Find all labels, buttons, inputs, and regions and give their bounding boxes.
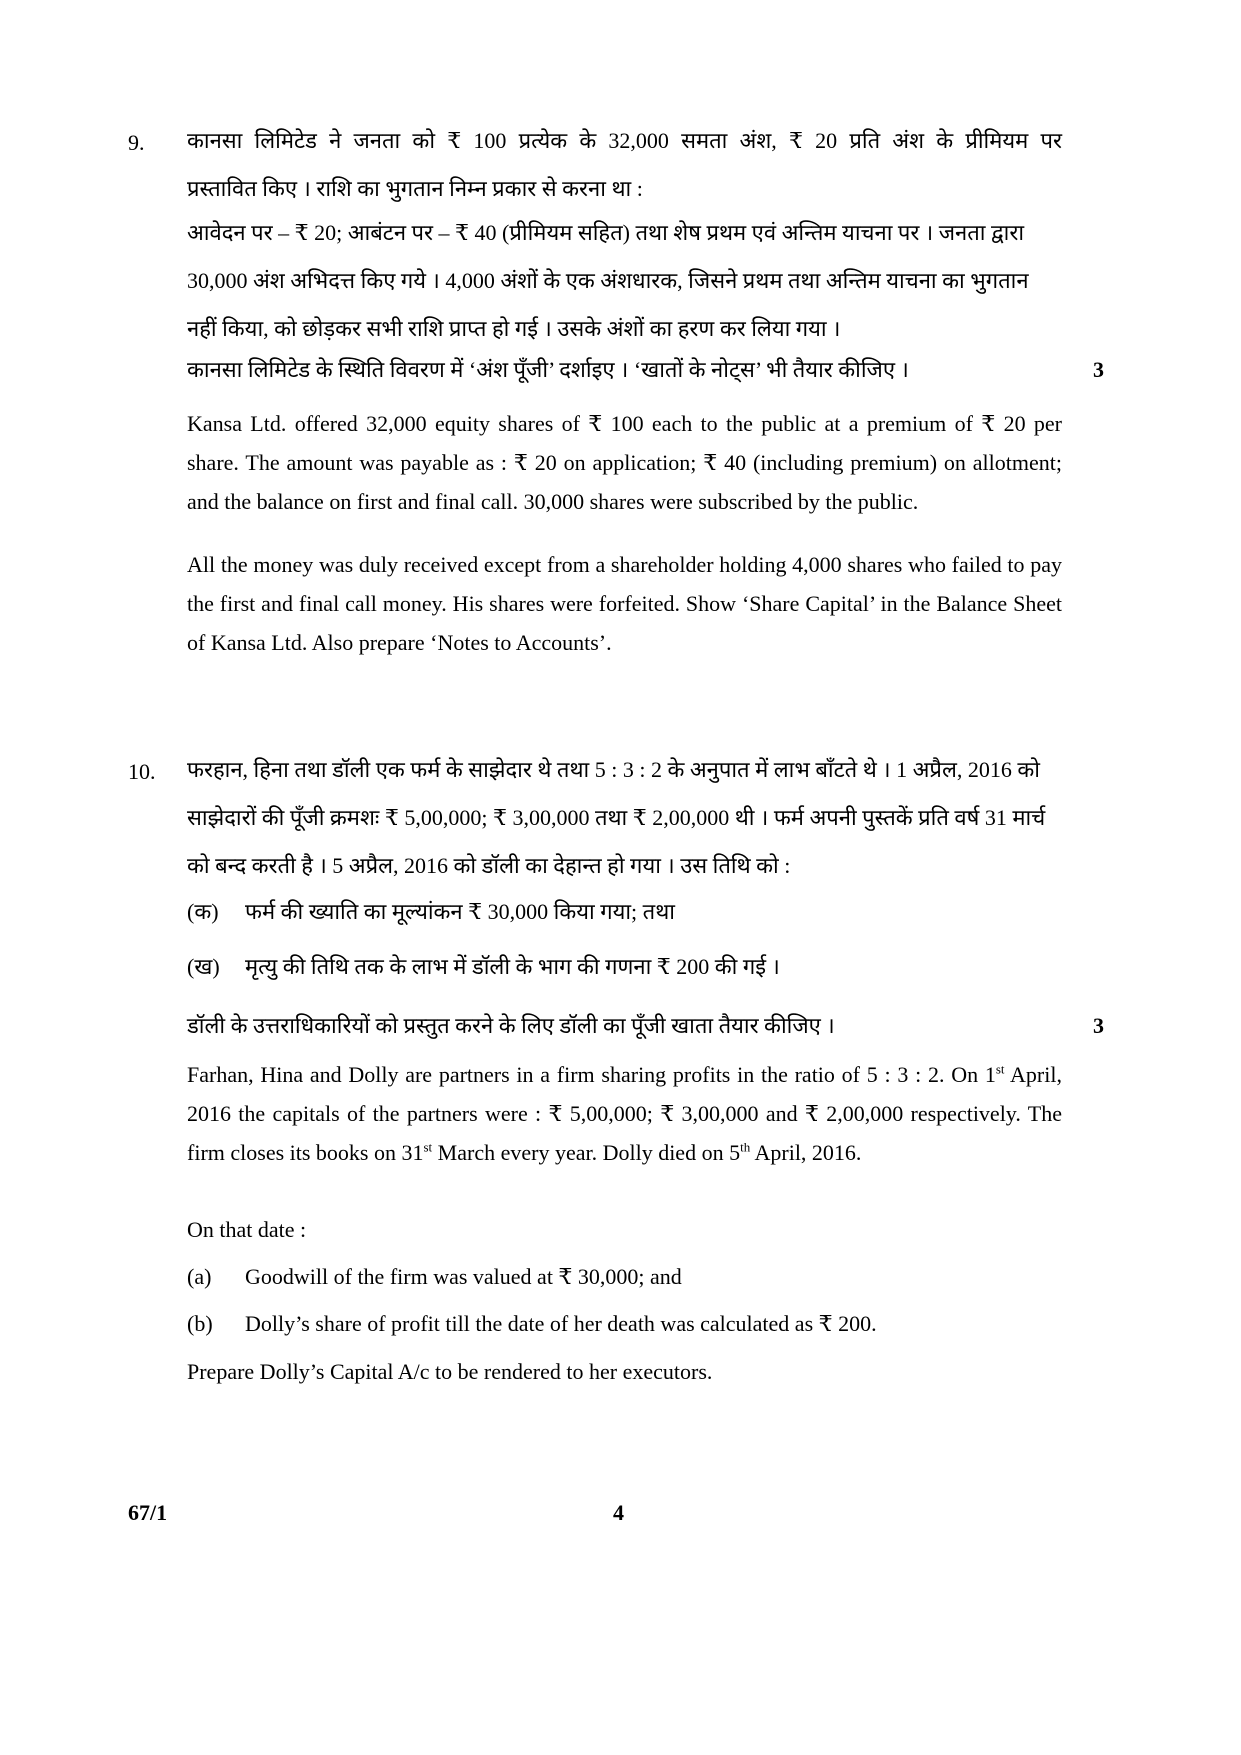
q9-hindi-line-1: कानसा लिमिटेड ने जनता को ₹ 100 प्रत्येक के 32,000 समता अंश, ₹ 20 प्रति अंश के प्रीमियम पर [187, 128, 1062, 153]
paper-code: 67/1 [128, 1500, 168, 1525]
q10-marks: 3 [1093, 1013, 1104, 1038]
q10-english-paragraph [187, 1055, 1062, 1172]
q10-en-sup-3: th [740, 1139, 751, 1155]
q10-english-sub-b [187, 1307, 1062, 1341]
question-10-number: 10. [128, 759, 156, 784]
q10-en-part-2: April, 2016 the capitals of the partners were : ₹ 5,00,000; ₹ 3,00,000 and ₹ 2,00,000 respectively. The firm closes its books on 31 [187, 1062, 1062, 1165]
q9-english-paragraph-2: All the money was duly received except from a shareholder holding 4,000 shares who failed to pay the first and final call money. His shares were forfeited. Show ‘Share Capital’ in the Balance Sheet of Kansa Ltd. Also prepare ‘Notes to Accounts’. [187, 552, 1062, 655]
q10-english-instruction: Prepare Dolly’s Capital A/c to be rendered to her executors. [187, 1359, 713, 1384]
q10-en-part-1: Farhan, Hina and Dolly are partners in a firm sharing profits in the ratio of 5 : 3 : 2. On 1 [187, 1062, 996, 1087]
q10-english-sub-b-text: Dolly’s share of profit till the date of her death was calculated as ₹ 200. [245, 1311, 877, 1336]
q10-hindi-instruction: डॉली के उत्तराधिकारियों को प्रस्तुत करने के लिए डॉली का पूँजी खाता तैयार कीजिए । [187, 1013, 835, 1038]
question-9-number: 9. [128, 130, 145, 155]
q10-hindi-sub-b-text: मृत्यु की तिथि तक के लाभ में डॉली के भाग की गणना ₹ 200 की गई । [245, 954, 780, 979]
q10-hindi-paragraph: फरहान, हिना तथा डॉली एक फर्म के साझेदार थे तथा 5 : 3 : 2 के अनुपात में लाभ बाँटते थे । 1 अप्रैल, 2016 को साझेदारों की पूँजी क्रमशः ₹ 5,00,000; ₹ 3,00,000 तथा ₹ 2,00,000 थी । फर्म अपनी पुस्तकें प्रति वर्ष 31 मार्च को बन्द करती है । 5 अप्रैल, 2016 को डॉली का देहान्त हो गया । उस तिथि को : [187, 757, 1046, 878]
q10-en-part-3: March every year. Dolly died on 5 [432, 1140, 741, 1165]
q10-en-sup-2: st [423, 1139, 433, 1155]
q10-hindi-sub-a-text: फर्म की ख्याति का मूल्यांकन ₹ 30,000 किया गया; तथा [245, 899, 675, 924]
q10-hindi-sub-b [187, 950, 1062, 984]
q9-marks: 3 [1093, 357, 1104, 382]
q10-hindi-sub-a-label: (क) [187, 899, 219, 924]
q10-english-sub-a-label: (a) [187, 1264, 212, 1289]
page-number: 4 [613, 1500, 624, 1525]
q10-hindi-sub-b-label: (ख) [187, 954, 220, 979]
q9-hindi-paragraph: आवेदन पर – ₹ 20; आबंटन पर – ₹ 40 (प्रीमियम सहित) तथा शेष प्रथम एवं अन्तिम याचना पर । जनता द्वारा 30,000 अंश अभिदत्त किए गये । 4,000 अंशों के एक अंशधारक, जिसने प्रथम तथा अन्तिम याचना का भुगतान नहीं किया, को छोड़कर सभी राशि प्राप्त हो गई । उसके अंशों का हरण कर लिया गया । [187, 220, 1029, 341]
q9-english-paragraph-1: Kansa Ltd. offered 32,000 equity shares of ₹ 100 each to the public at a premium of ₹ 20 per share. The amount was payable as : ₹ 20 on application; ₹ 40 (including premium) on allotment; and the balance on first and final call. 30,000 shares were subscribed by the public. [187, 411, 1062, 514]
q9-hindi-instruction: कानसा लिमिटेड के स्थिति विवरण में ‘अंश पूँजी’ दर्शाइए । ‘खातों के नोट्स’ भी तैयार कीजिए । [187, 357, 909, 382]
q9-hindi-line-2: प्रस्तावित किए । राशि का भुगतान निम्न प्रकार से करना था : [187, 176, 643, 201]
q10-english-sub-a [187, 1260, 1062, 1294]
q10-en-part-4: April, 2016. [750, 1140, 862, 1165]
q10-hindi-sub-a [187, 895, 1062, 929]
q10-en-sup-1: st [995, 1061, 1005, 1077]
q10-english-on-that-date: On that date : [187, 1217, 307, 1242]
q10-english-sub-a-text: Goodwill of the firm was valued at ₹ 30,000; and [245, 1264, 682, 1289]
q10-english-sub-b-label: (b) [187, 1311, 213, 1336]
q9-hindi-intro [187, 117, 1062, 213]
